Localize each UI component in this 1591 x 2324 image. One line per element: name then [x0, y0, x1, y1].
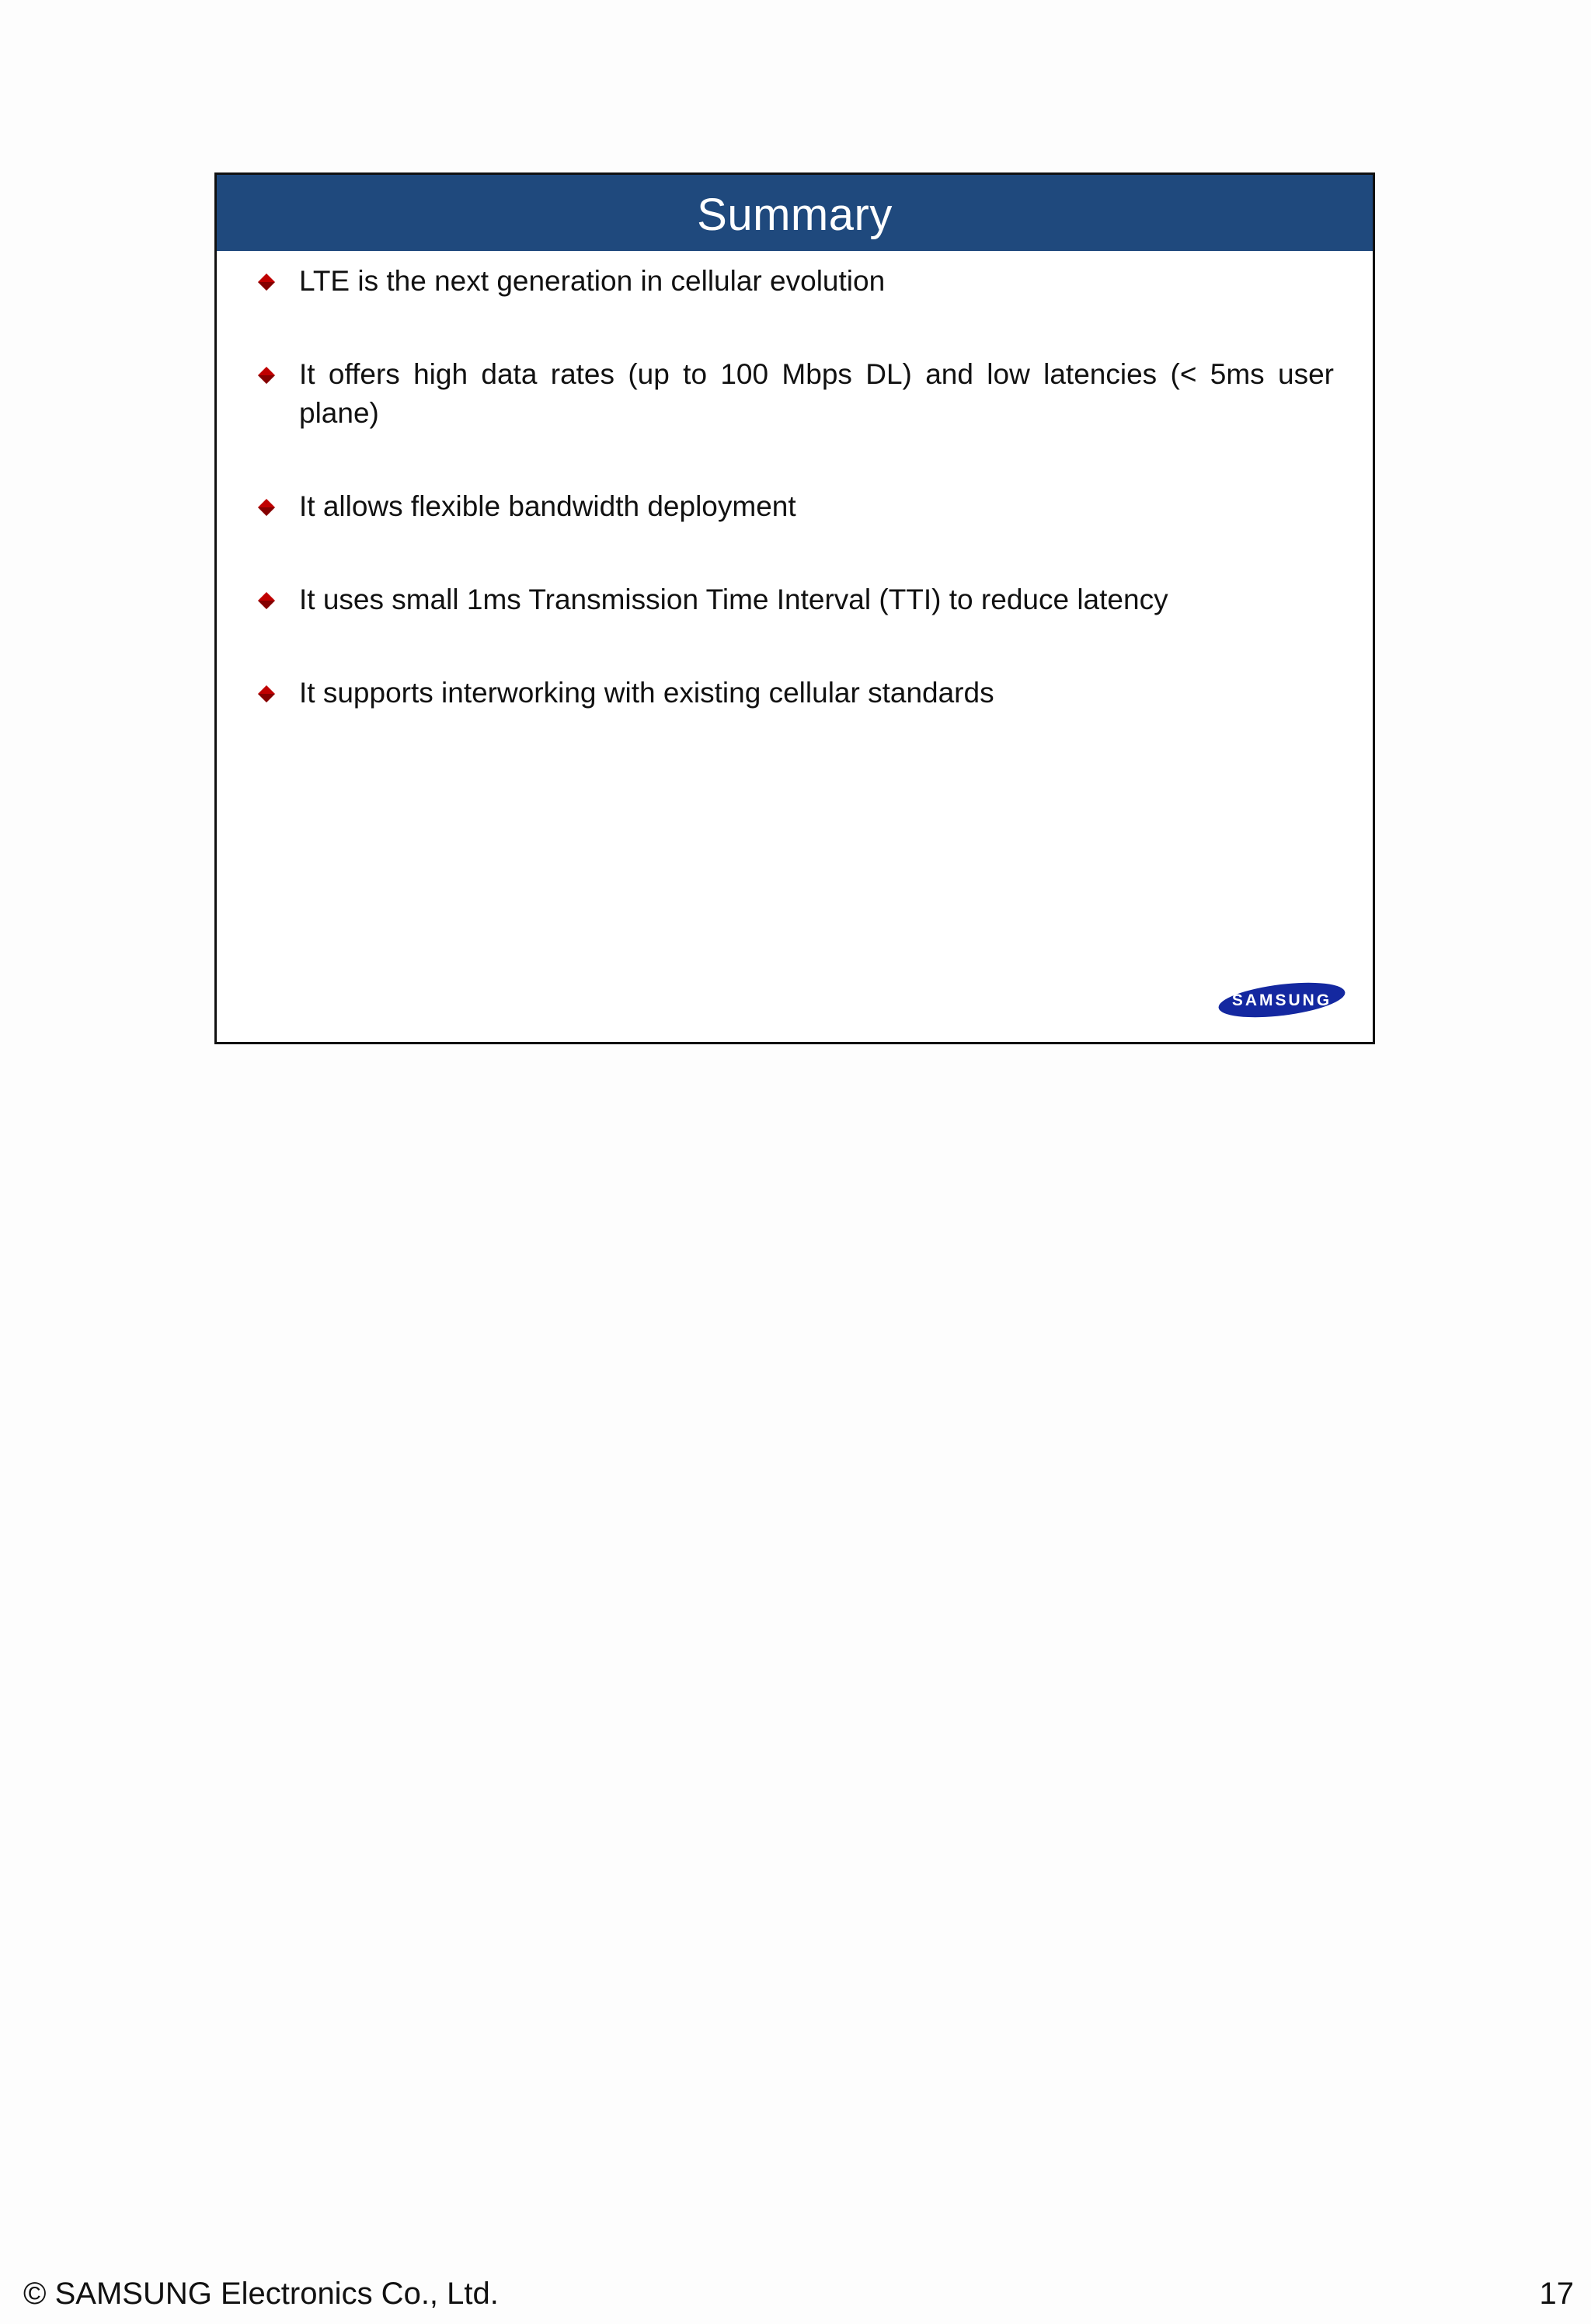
diamond-bullet-icon	[257, 498, 276, 517]
footer-copyright: © SAMSUNG Electronics Co., Ltd.	[23, 2277, 499, 2311]
bullet-text: LTE is the next generation in cellular evolution	[299, 265, 886, 297]
list-item	[257, 580, 1334, 619]
bullet-text: It offers high data rates (up to 100 Mbps DL) and low latencies (< 5ms user plane)	[299, 358, 1334, 429]
diamond-bullet-icon	[257, 273, 276, 291]
slide-title: Summary	[697, 189, 893, 240]
samsung-logo-text: SAMSUNG	[1231, 991, 1332, 1009]
bullet-text: It supports interworking with existing cellular standards	[299, 677, 994, 709]
list-item	[257, 262, 1334, 301]
bullet-text: It uses small 1ms Transmission Time Interval (TTI) to reduce latency	[299, 584, 1168, 615]
list-item	[257, 355, 1334, 433]
bullet-list	[257, 262, 1334, 767]
samsung-logo	[1217, 981, 1346, 1019]
slide-header	[217, 175, 1373, 251]
diamond-bullet-icon	[257, 366, 276, 385]
page-number: 17	[1539, 2277, 1574, 2311]
bullet-text: It allows flexible bandwidth deployment	[299, 490, 796, 522]
diamond-bullet-icon	[257, 591, 276, 610]
slide-frame	[214, 172, 1375, 1044]
list-item	[257, 487, 1334, 526]
list-item	[257, 674, 1334, 713]
diamond-bullet-icon	[257, 685, 276, 703]
